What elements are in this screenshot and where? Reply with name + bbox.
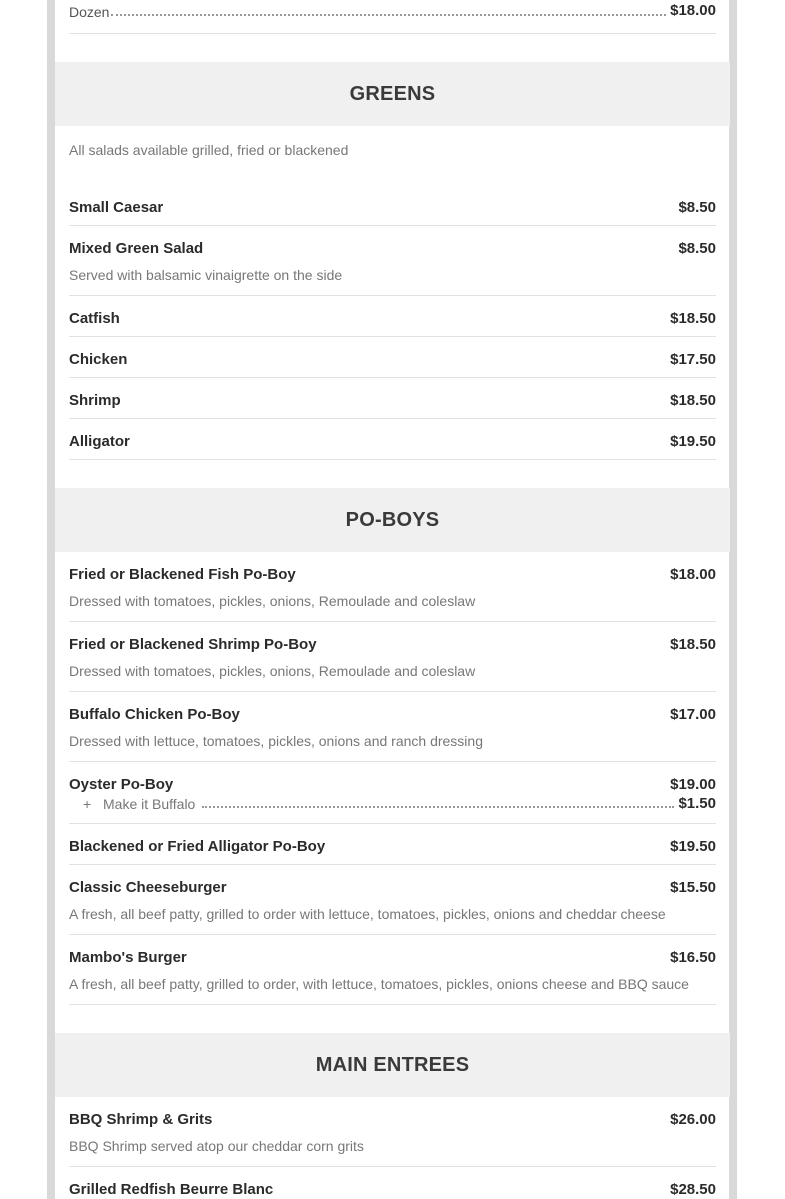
item-price: $26.00 — [670, 1111, 716, 1128]
item-name: Blackened or Fried Alligator Po-Boy — [69, 838, 326, 855]
divider — [69, 1166, 716, 1167]
item-price: $8.50 — [678, 240, 716, 257]
divider — [69, 691, 716, 692]
item-price: $19.00 — [670, 776, 716, 793]
divider — [69, 295, 716, 296]
item-name: Shrimp — [69, 392, 121, 409]
section-title: GREENS — [349, 82, 436, 105]
dot-leader — [111, 14, 666, 16]
item-price: $18.00 — [670, 566, 716, 583]
item-label: Dozen — [69, 4, 113, 20]
divider — [69, 418, 716, 419]
divider — [69, 761, 716, 762]
divider — [69, 823, 716, 824]
item-name: Grilled Redfish Beurre Blanc — [69, 1181, 274, 1198]
item-name: Alligator — [69, 433, 130, 450]
item-price: $17.00 — [670, 706, 716, 723]
addon-price: $1.50 — [678, 795, 716, 812]
item-description: Dressed with tomatoes, pickles, onions, Remoulade and coleslaw — [69, 593, 476, 609]
divider — [69, 1004, 716, 1005]
item-name: Fried or Blackened Fish Po-Boy — [69, 566, 296, 583]
divider — [69, 459, 716, 460]
item-price: $16.50 — [670, 949, 716, 966]
item-description: A fresh, all beef patty, grilled to order with lettuce, tomatoes, pickles, onions and cheddar cheese — [69, 906, 666, 922]
section-title: MAIN ENTREES — [315, 1053, 470, 1076]
item-description: Dressed with lettuce, tomatoes, pickles, onions and ranch dressing — [69, 733, 483, 749]
item-description: A fresh, all beef patty, grilled to order, with lettuce, tomatoes, pickles, onions cheese and BBQ sauce — [69, 976, 689, 992]
item-name: BBQ Shrimp & Grits — [69, 1111, 213, 1128]
divider — [69, 336, 716, 337]
section-header-poboys — [55, 488, 730, 552]
item-price: $19.50 — [670, 838, 716, 855]
item-price: $19.50 — [670, 433, 716, 450]
menu-line-dozen — [69, 4, 716, 24]
item-price: $18.50 — [670, 392, 716, 409]
item-name: Mambo's Burger — [69, 949, 187, 966]
section-header-entrees — [55, 1033, 730, 1097]
dot-leader — [202, 806, 674, 808]
divider — [69, 934, 716, 935]
section-note: All salads available grilled, fried or blackened — [69, 142, 349, 158]
item-price: $8.50 — [678, 199, 716, 216]
addon-label: Make it Buffalo — [103, 796, 196, 812]
item-price: $28.50 — [670, 1181, 716, 1198]
item-name: Fried or Blackened Shrimp Po-Boy — [69, 636, 317, 653]
item-name: Catfish — [69, 310, 120, 327]
item-name: Classic Cheeseburger — [69, 879, 227, 896]
item-description: BBQ Shrimp served atop our cheddar corn grits — [69, 1138, 364, 1154]
item-price: $18.00 — [670, 2, 716, 19]
item-price: $18.50 — [670, 310, 716, 327]
divider — [69, 864, 716, 865]
item-price: $18.50 — [670, 636, 716, 653]
item-name: Small Caesar — [69, 199, 164, 216]
item-price: $17.50 — [670, 351, 716, 368]
section-title: PO-BOYS — [345, 508, 440, 531]
item-description: Dressed with tomatoes, pickles, onions, Remoulade and coleslaw — [69, 663, 476, 679]
item-name: Mixed Green Salad — [69, 240, 204, 257]
section-header-greens — [55, 62, 730, 126]
divider — [69, 225, 716, 226]
item-addon — [69, 796, 716, 816]
divider — [69, 621, 716, 622]
item-description: Served with balsamic vinaigrette on the side — [69, 267, 343, 283]
item-name: Buffalo Chicken Po-Boy — [69, 706, 240, 723]
divider — [69, 33, 716, 34]
plus-icon: + — [83, 796, 92, 812]
item-name: Oyster Po-Boy — [69, 776, 174, 793]
item-price: $15.50 — [670, 879, 716, 896]
divider — [69, 377, 716, 378]
item-name: Chicken — [69, 351, 128, 368]
